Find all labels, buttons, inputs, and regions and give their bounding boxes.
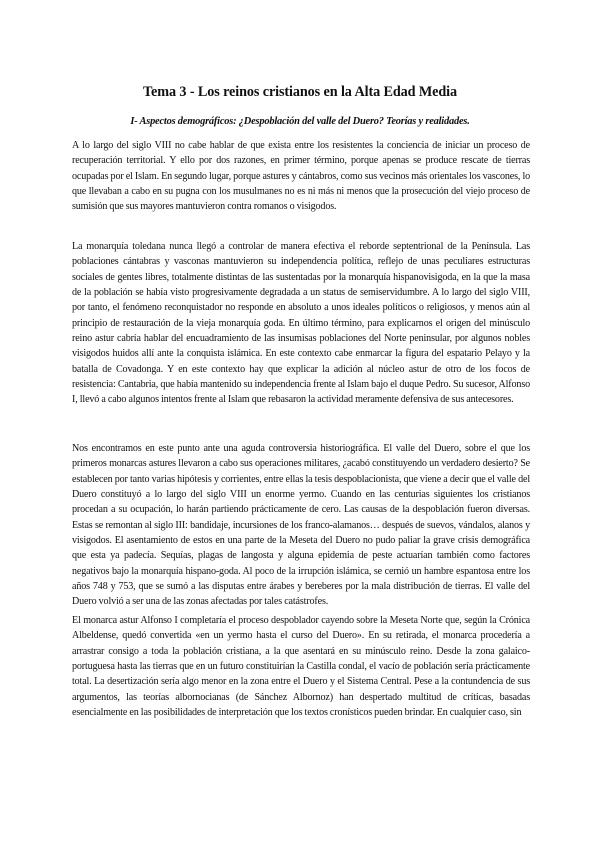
document-title: Tema 3 - Los reinos cristianos en la Alta Edad Media (142, 84, 458, 100)
paragraph-4: El monarca astur Alfonso I completaría el proceso despoblador cayendo sobre la Meseta Norte que, según la Crónica Albeldense, quedó convertida «en un yermo hasta el curso del Duero». En su retirada, el monarca procedería a arrastrar consigo a toda la población cristiana, a la que asentará en su minúsculo reino. Desde la zona galaico-portuguesa hasta las tierras que en un futuro constituirían la Castilla condal, el vacío de población sería prácticamente total. La desertización sería algo menor en la zona entre el Duero y el Sistema Central. Pese a la contundencia de sus argumentos, las teorías albornocianas (de Sánchez Albornoz) han despertado multitud de críticas, basadas esencialmente en las posibilidades de interpretación que los textos cronísticos pueden brindar. En cualquier caso, sin (72, 615, 530, 719)
paragraph-1: A lo largo del siglo VIII no cabe hablar de que exista entre los resistentes la conciencia de iniciar un proceso de recuperación territorial. Y ello por dos razones, en primer término, porque apenas se produce rescate de tierras ocupadas por el Islam. En segundo lugar, porque astures y cántabros, como sus vecinos más orientales los vascones, lo que llevaban a cabo en su pugna con los musulmanes no es ni más ni menos que la prosecución del viejo proceso de sumisión que sus mayores mantuvieron contra romanos o visigodos. (72, 140, 530, 213)
section-heading: I- Aspectos demográficos: ¿Despoblación del valle del Duero? Teorías y realidades. (130, 116, 470, 127)
paragraph-2: La monarquía toledana nunca llegó a controlar de manera efectiva el reborde septentrional de la Península. Las poblaciones cántabras y vasconas mantuvieron su independencia política, reflejo de unas peculiares estructuras sociales de gentes libres, totalmente distintas de las sustentadas por la monarquía hispanovisigoda, en la que la masa de la población se había visto progresivamente degradada a un status de semiservidumbre. A lo largo del siglo VIII, por tanto, el fenómeno reconquistador no responde en absoluto a unos ideales políticos o religiosos, y menos aún al principio de restauración de la vieja monarquía goda. En último término, para explicarnos el origen del minúsculo reino astur cabría hablar del encuadramiento de las insumisas poblaciones del Norte peninsular, por algunos nobles visigodos huidos allí ante la conquista islámica. En este contexto cabe enmarcar la figura del espatario Pelayo y la batalla de Covadonga. Y en este contexto hay que explicar la adición al núcleo astur de otro de los focos de resistencia: Cantabria, que había mantenido su independencia frente al Islam bajo el duque Pedro. Su sucesor, Alfonso I, llevó a cabo algunos intentos frente al Islam que rebasaron la actividad meramente defensiva de sus antecesores. (72, 241, 530, 406)
paragraph-3: Nos encontramos en este punto ante una aguda controversia historiográfica. El valle del Duero, sobre el que los primeros monarcas astures llevaron a cabo sus operaciones militares, ¿acabó constituyendo un verdadero desierto? Se establecen por tanto varias hipótesis y corrientes, entre ellas la tesis despoblacionista, que viene a decir que el valle del Duero constituyó a lo largo del siglo VIII un enorme yermo. Cuando en las centurias siguientes los cristianos procedan a su ocupación, lo harán partiendo prácticamente de cero. Las causas de la despoblación fueron diversas. Estas se remontan al siglo III: bandidaje, incursiones de los franco-alamanos… después de suevos, vándalos, alanos y visigodos. El asentamiento de estos en una parte de la Meseta del Duero no pudo paliar la grave crisis demográfica que esta ya padecía. Sequías, plagas de langosta y alguna epidemia de peste actuarían también como factores negativos bajo la monarquía hispano-goda. Al poco de la irrupción islámica, se cernió un hambre espantosa entre los años 748 y 753, que se sumó a las disputas entre árabes y bereberes por la mala distribución de tierras. El valle del Duero volvió a ser una de las zonas afectadas por tales catástrofes. (72, 443, 530, 608)
